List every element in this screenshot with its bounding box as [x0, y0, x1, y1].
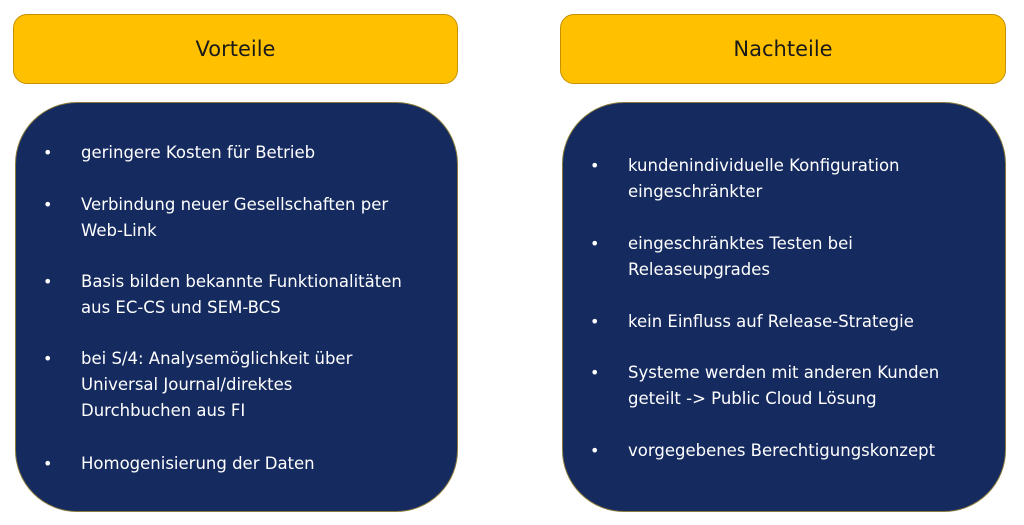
- bullet-icon: •: [590, 234, 600, 253]
- list-item-text: Homogenisierung der Daten: [81, 454, 315, 473]
- list-item-text: kundenindividuelle Konfiguration eingeschränkter: [628, 156, 900, 201]
- bullet-icon: •: [43, 349, 53, 368]
- bullet-icon: •: [43, 195, 53, 214]
- vorteile-title: Vorteile: [195, 37, 276, 61]
- bullet-icon: •: [43, 272, 53, 291]
- bullet-icon: •: [590, 156, 600, 175]
- list-item-text: eingeschränktes Testen bei Releaseupgrades: [628, 234, 853, 279]
- bullet-icon: •: [590, 312, 600, 331]
- nachteile-header: [560, 14, 1006, 84]
- bullet-icon: •: [590, 441, 600, 460]
- bullet-icon: •: [43, 143, 53, 162]
- list-item-text: Systeme werden mit anderen Kunden geteilt -> Public Cloud Lösung: [628, 363, 940, 408]
- vorteile-panel: [15, 102, 458, 512]
- list-item-text: Verbindung neuer Gesellschaften per Web-Link: [81, 195, 389, 240]
- bullet-icon: •: [43, 454, 53, 473]
- list-item-text: kein Einfluss auf Release-Strategie: [628, 312, 914, 331]
- list-item-text: Basis bilden bekannte Funktionalitäten aus EC-CS und SEM-BCS: [81, 272, 402, 317]
- nachteile-panel: [562, 102, 1006, 512]
- list-item-text: bei S/4: Analysemöglichkeit über Universal Journal/direktes Durchbuchen aus FI: [81, 349, 353, 420]
- list-item-text: vorgegebenes Berechtigungskonzept: [628, 441, 936, 460]
- list-item-text: geringere Kosten für Betrieb: [81, 143, 316, 162]
- bullet-icon: •: [590, 363, 600, 382]
- nachteile-title: Nachteile: [733, 37, 833, 61]
- vorteile-header: [13, 14, 458, 84]
